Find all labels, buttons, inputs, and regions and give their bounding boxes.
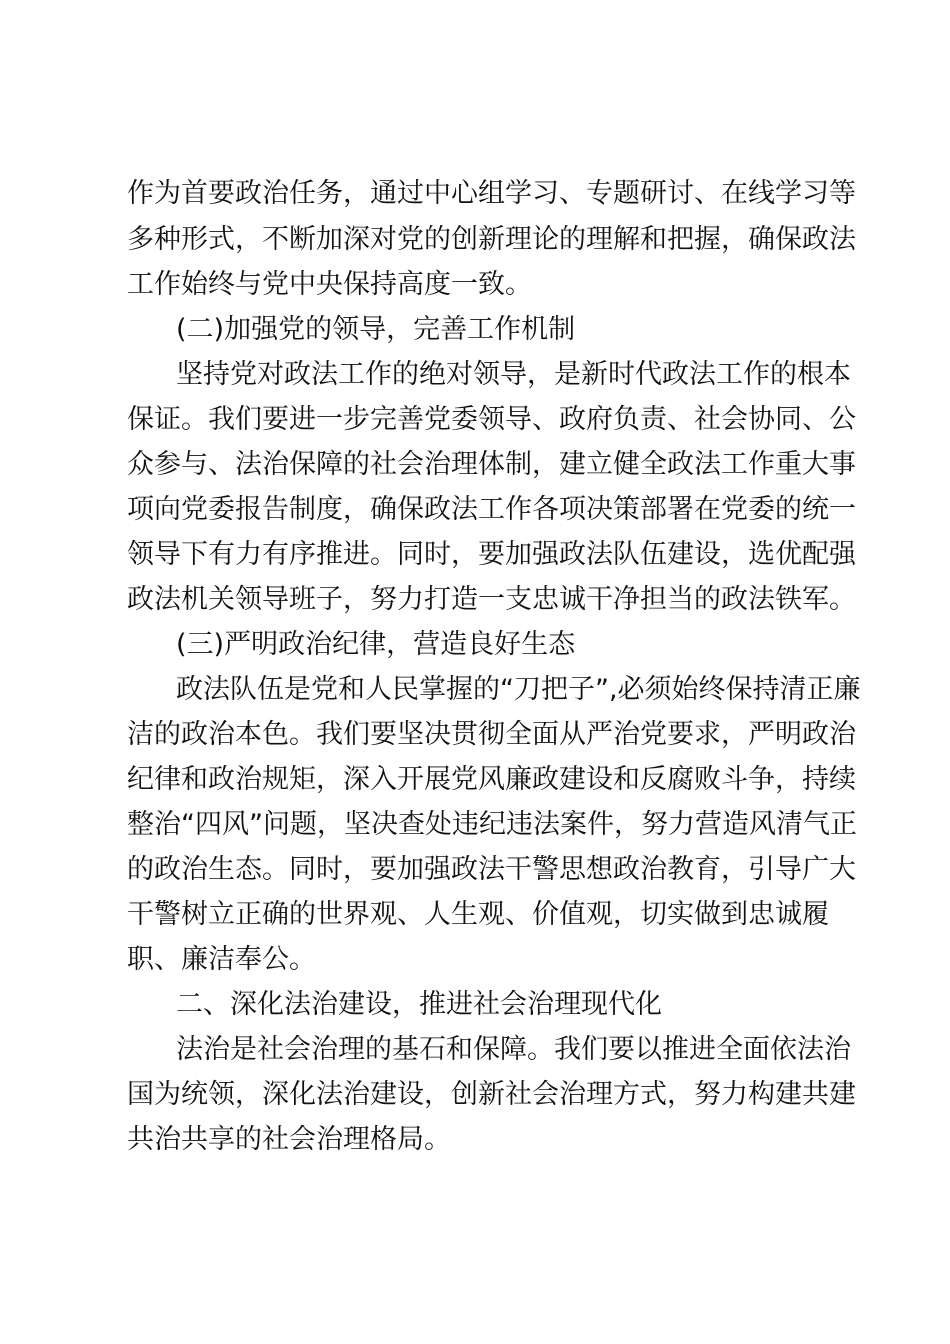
text-line: 洁的政治本色。我们要坚决贯彻全面从严治党要求，严明政治: [127, 719, 856, 750]
text-line: 纪律和政治规矩，深入开展党风廉政建设和反腐败斗争，持续: [127, 764, 856, 795]
text-line: 多种形式，不断加深对党的创新理论的理解和把握，确保政法: [127, 224, 856, 255]
text-line: 众参与、法治保障的社会治理体制，建立健全政法工作重大事: [127, 449, 856, 480]
text-line: 共治共享的社会治理格局。: [127, 1124, 451, 1155]
section-heading: (二)加强党的领导，完善工作机制: [176, 314, 576, 345]
text-line: 工作始终与党中央保持高度一致。: [127, 269, 532, 300]
section-heading: (三)严明政治纪律，营造良好生态: [176, 629, 576, 660]
text-line: 政法队伍是党和人民掌握的“刀把子”,必须始终保持清正廉: [176, 674, 861, 705]
text-line: 领导下有力有序推进。同时，要加强政法队伍建设，选优配强: [127, 539, 856, 570]
text-line: 的政治生态。同时，要加强政法干警思想政治教育，引导广大: [127, 854, 856, 885]
text-line: 国为统领，深化法治建设，创新社会治理方式，努力构建共建: [127, 1079, 856, 1110]
text-line: 保证。我们要进一步完善党委领导、政府负责、社会协同、公: [127, 404, 856, 435]
text-line: 职、廉洁奉公。: [127, 944, 316, 975]
text-line: 政法机关领导班子，努力打造一支忠诚干净担当的政法铁军。: [127, 584, 856, 615]
text-line: 项向党委报告制度，确保政法工作各项决策部署在党委的统一: [127, 494, 856, 525]
text-line: 法治是社会治理的基石和保障。我们要以推进全面依法治: [176, 1034, 851, 1065]
text-line: 作为首要政治任务，通过中心组学习、专题研讨、在线学习等: [127, 178, 856, 209]
text-line: 坚持党对政法工作的绝对领导，是新时代政法工作的根本: [176, 359, 851, 390]
text-line: 整治“四风”问题，坚决查处违纪违法案件，努力营造风清气正: [127, 809, 857, 840]
text-line: 干警树立正确的世界观、人生观、价值观，切实做到忠诚履: [127, 899, 829, 930]
chapter-heading: 二、深化法治建设，推进社会治理现代化: [176, 989, 662, 1020]
